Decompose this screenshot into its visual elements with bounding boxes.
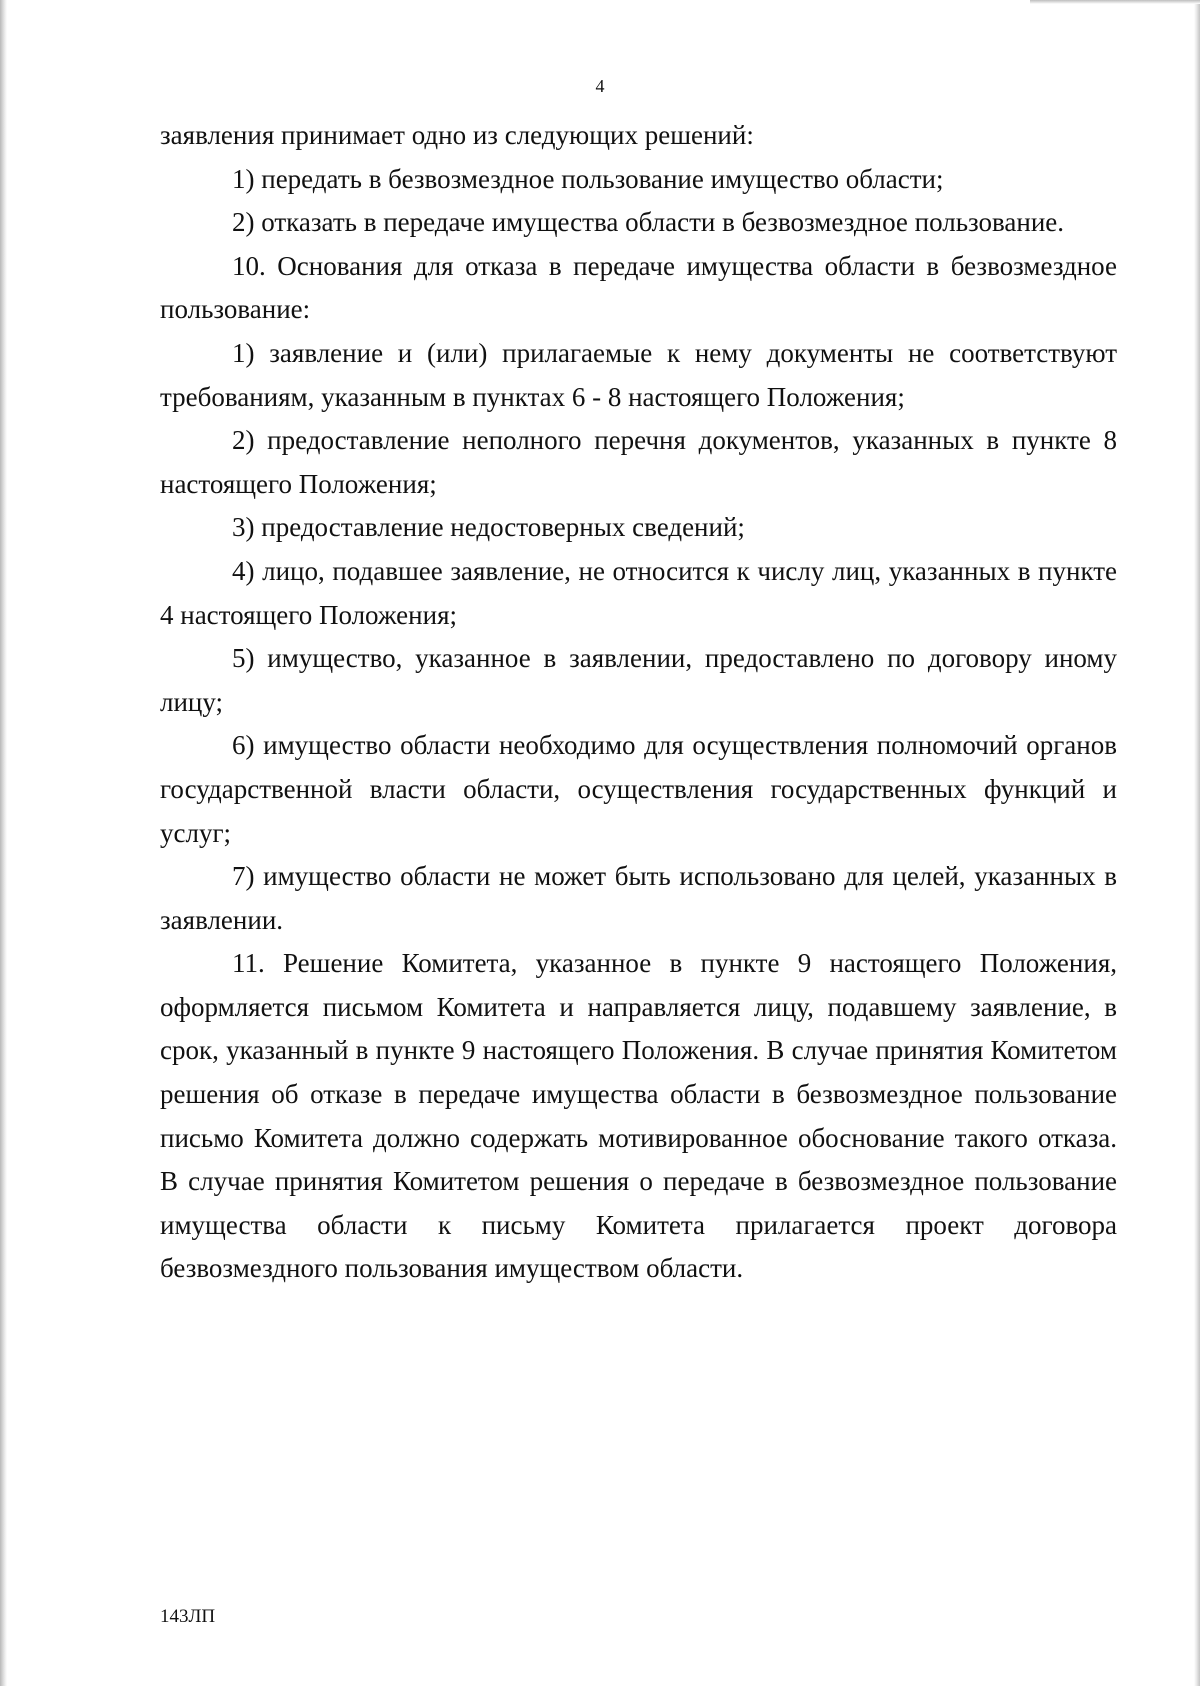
paragraph-ground-1: 1) заявление и (или) прилагаемые к нему документы не соответствуют требованиям, указанным в пунктах 6 - 8 настоящего Положения; (160, 337, 1117, 412)
scan-edge-right (1194, 0, 1200, 1686)
paragraph-ground-2: 2) предоставление неполного перечня документов, указанных в пункте 8 настоящего Положения; (160, 425, 1117, 499)
paragraph-ground-5: 5) имущество, указанное в заявлении, предоставлено по договору иному лицу; (160, 643, 1117, 717)
paragraph-ground-6: 6) имущество области необходимо для осуществления полномочий органов государственной власти области, осуществления государственных функций и услуг; (160, 730, 1117, 848)
document-body (160, 114, 1117, 1291)
paragraph-decision-1: 1) передать в безвозмездное пользование имущество области; (232, 163, 944, 194)
scan-edge-top (1030, 0, 1200, 4)
page-number: 4 (595, 76, 605, 96)
paragraph-ground-4: 4) лицо, подавшее заявление, не относится к числу лиц, указанных в пункте 4 настоящего Положения; (160, 555, 1117, 630)
paragraph-section-10: 10. Основания для отказа в передаче имущества области в безвозмездное пользование: (160, 250, 1117, 325)
paragraph-ground-3: 3) предоставление недостоверных сведений; (232, 512, 745, 543)
paragraph-continuation: заявления принимает одно из следующих решений: (160, 120, 754, 150)
paragraph-ground-7: 7) имущество области не может быть использовано для целей, указанных в заявлении. (160, 861, 1117, 935)
scan-edge-left (0, 0, 7, 1686)
paragraph-decision-2: 2) отказать в передаче имущества области в безвозмездное пользование. (232, 207, 1065, 238)
paragraph-section-11: 11. Решение Комитета, указанное в пункте 9 настоящего Положения, оформляется письмом Комитета и направляется лицу, подавшему заявление, в срок, указанный в пункте 9 настоящего Положения. В случае принятия Комитетом решения об отказе в передаче имущества области в безвозмездное пользование письмо Комитета должно содержать мотивированное обоснование такого отказа. В случае принятия Комитетом решения о передаче в безвозмездное пользование имущества области к письму Комитета прилагается проект договора безвозмездного пользования имуществом области. (160, 948, 1117, 1284)
document-code: 143ЛП (160, 1606, 216, 1627)
